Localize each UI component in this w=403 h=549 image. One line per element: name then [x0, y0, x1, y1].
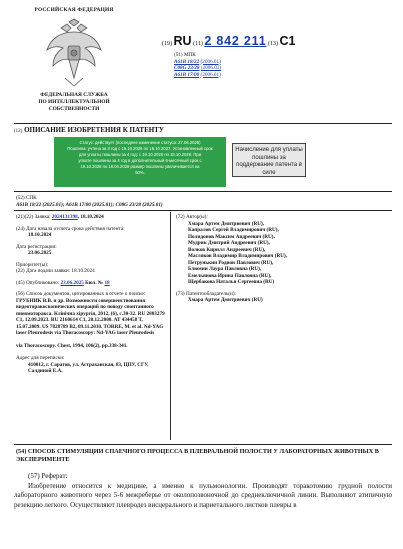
application-field [16, 214, 168, 221]
address-label: Адрес для переписки: [16, 355, 65, 361]
start-date-value: 18.10.2024 [28, 232, 52, 238]
mpk-class[interactable]: A61B 18/22 [174, 58, 200, 65]
cited-docs-field [16, 291, 168, 337]
author-item: Емельянова Ирина Павловна (RU), [188, 272, 272, 279]
agency-line: ФЕДЕРАЛЬНАЯ СЛУЖБА ПО ИНТЕЛЛЕКТУАЛЬНОЙ СОБСТВЕННОСТИ [38, 92, 110, 113]
bulletin-label: Бюл. № [85, 279, 104, 286]
code-11: (11) [193, 41, 203, 47]
mpk-label: (51) МПК [174, 52, 196, 58]
bulletin-number-link[interactable]: 18 [104, 279, 110, 286]
document-title-bar [14, 123, 392, 135]
mpk-class[interactable]: A61B 17/00 [174, 71, 200, 78]
owner-field [176, 291, 390, 304]
author-item: Волков Кирилл Андреевич (RU), [188, 246, 266, 253]
owner-value: Хмара Артем Дмитриевич (RU) [188, 297, 263, 303]
mpk-year[interactable]: (2006.01) [200, 65, 222, 71]
status-line: уплате пошлины за 4 год в дополнительный 6-месячный срок с [78, 158, 202, 164]
divider [14, 444, 392, 445]
author-item: Полидонов Максим Андреевич (RU), [188, 233, 275, 240]
kind-code: C1 [279, 34, 296, 48]
publication-label: (45) Опубликовано: [16, 279, 60, 286]
spk-label: (52) СПК [16, 195, 37, 201]
spk-block [16, 195, 386, 208]
agency-name [14, 92, 134, 113]
cited-docs-label: (56) Список документов, цитированных в отчете о поиске: [16, 291, 146, 297]
start-date-label: (24) Дата начала отсчета срока действия патента: [16, 225, 125, 232]
mpk-block [174, 52, 221, 78]
registration-value: 23.06.2025 [28, 250, 52, 256]
status-line: 50%. [135, 170, 145, 176]
left-column [16, 214, 168, 380]
owner-label: (73) Патентообладатель(и): [176, 290, 236, 297]
divider [14, 210, 392, 211]
divider [14, 191, 392, 192]
code-19: (19) [162, 41, 172, 47]
registration-field [16, 244, 168, 257]
status-line: Статус: действует (последнее изменение статуса: 27.06.2025) [79, 140, 201, 145]
status-line: для уплаты пошлины за 4 год: с 19.10.2026 по 18.10.2028. При [78, 152, 202, 158]
authors-label: (72) Автор(ы): [176, 214, 208, 220]
mpk-year[interactable]: (2006.01) [200, 58, 221, 65]
authors-field [176, 214, 390, 286]
mpk-class[interactable]: C08G 23/28 [174, 65, 200, 71]
author-item: Блюмин Лаура Павловна (RU), [188, 266, 262, 272]
code-13: (13) [267, 41, 278, 47]
right-column [176, 214, 390, 309]
author-item: Хмара Артем Дмитриевич (RU), [188, 220, 264, 227]
header-left [14, 7, 134, 113]
patent-number-line [162, 34, 295, 50]
coat-of-arms-icon [41, 18, 107, 88]
column-divider [170, 212, 171, 440]
author-item: Петрунькин Родион Павлович (RU), [188, 259, 274, 266]
mpk-year[interactable]: (2006.01) [200, 71, 221, 78]
address-field [16, 355, 168, 375]
start-date-field [16, 226, 168, 239]
mpk-row [174, 72, 221, 79]
status-panel [54, 137, 226, 187]
status-line: Пошлина: учтена за 3 год с 19.10.2026 по 18.10.2027. Установленный срок [67, 146, 213, 152]
fee-notice-button[interactable]: Начисление для уплаты пошлины за поддержание патента в силе [232, 143, 306, 177]
cited-docs-text: ГРУБНИК В.В. и др. Возможности совершенствования видеоторакоскопических операций по поводу спонтанного пневмоторакса. Клінічна хірургія, 2012, (6), с.30-32. RU 2803279 C1, 12.09.2023. RU 2160614 C1, 20.12.2000. AT 434458 T, 15.07.2009. US 7828789 B2, 09.11.2010. TORRE, M. et al. Nd-YAG laser Pleurodesis via Thoracoscopy: Nd-YAG laser Pleurodesis [16, 297, 165, 336]
spk-classes: A61B 18/22 (2025.01); A61B 17/00 (2025.01); C08G 23/28 (2025.01) [16, 201, 163, 208]
title-tag: (12) [14, 129, 23, 134]
patent-number[interactable]: 2 842 211 [204, 34, 267, 48]
author-item: Масляков Владимир Владимирович (RU), [188, 253, 287, 259]
country-code: RU [173, 34, 192, 48]
address-value: 410012, г. Саратов, ул. Астраханская, 83, ЦПУ, СГУ, Салдиной Е.А. [28, 361, 149, 374]
application-label: (21)(22) Заявка: [16, 214, 51, 220]
registration-label: Дата регистрации: [16, 243, 57, 250]
country-name: РОССИЙСКАЯ ФЕДЕРАЦИЯ [34, 7, 114, 13]
cited-docs-tail-text: via Thoracoscopy. Chest, 1994, 106(2), pp.338-341. [16, 342, 128, 349]
priority-label: Приоритет(ы): [16, 261, 49, 268]
abstract-label: (57) Реферат: [28, 472, 68, 480]
cited-docs-tail [16, 343, 168, 350]
publication-field [16, 280, 168, 287]
publication-date-link[interactable]: 23.06.2025 [60, 279, 84, 286]
author-item: Капралов Сергей Владимирович (RU), [188, 227, 279, 233]
document-title: ОПИСАНИЕ ИЗОБРЕТЕНИЯ К ПАТЕНТУ [24, 126, 164, 134]
priority-field [16, 262, 168, 275]
priority-value: (22) Дата подачи заявки: 18.10.2024 [16, 268, 95, 274]
application-number-link[interactable]: 2024131398 [51, 214, 78, 220]
invention-title: (54) СПОСОБ СТИМУЛЯЦИИ СПАЕЧНОГО ПРОЦЕССА В ПЛЕВРАЛЬНОЙ ПОЛОСТИ У ЛАБОРАТОРНЫХ ЖИВОТНЫХ В ЭКСПЕРИМЕНТЕ [16, 448, 379, 464]
application-date: , 18.10.2024 [77, 214, 104, 220]
authors-list [176, 221, 390, 286]
status-line: 19.10.2028 по 18.04.2029 размер пошлины увеличивается на [80, 164, 200, 170]
author-item: Мудрик Дмитрий Андреевич (RU), [188, 240, 270, 246]
abstract-text: Изобретение относится к медицине, а именно к пульмонологии. Производят торакотомию грудной полости лабораторного животного через 5-6 межреберье от околопозвоночной до среднеключичной линии. Выполняют атипичную резекцию легкого. Осуществляют плевродез висцерального и париетального листков плевры в [14, 482, 392, 509]
author-item: Щербакова Наталья Сергеевна (RU) [188, 279, 275, 285]
